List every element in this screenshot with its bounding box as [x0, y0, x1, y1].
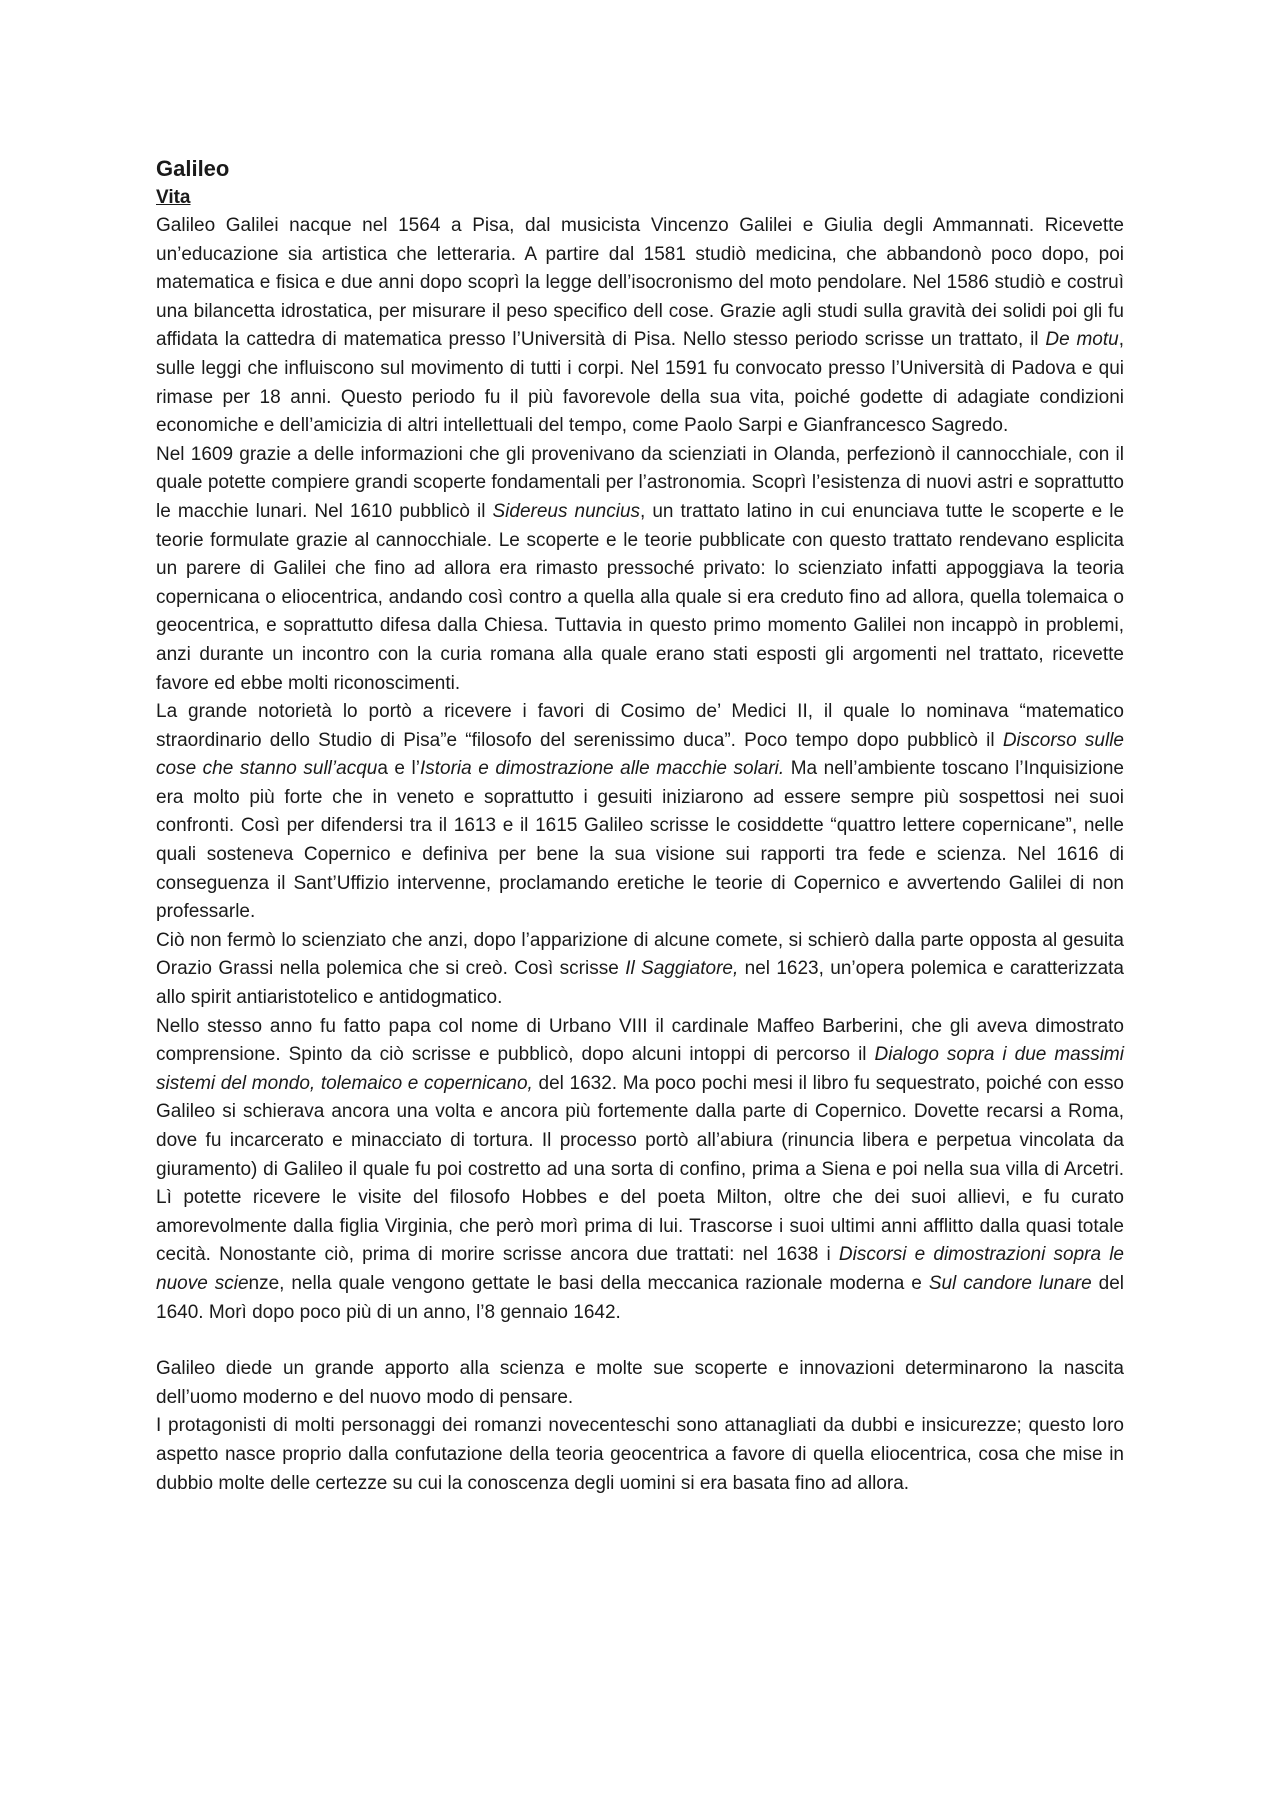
text-run: nel 1623, un’opera polemica e caratterizzata allo spirit antiaristotelico e antidogmatico. [156, 958, 1124, 1009]
italic-title-run: Dialogo sopra i due massimi sistemi del mondo, tolemaico e copernicano, [156, 1044, 1124, 1094]
section-heading-vita: Vita [156, 187, 191, 208]
document-body [156, 154, 1124, 1498]
text-run: Nel 1609 grazie a delle informazioni che gli provenivano da scienziati in Olanda, perfezionò il cannocchiale, con il quale potette compiere grandi scoperte fondamentali per l’astronomia. Scoprì l’esistenza di nuovi astri e soprattutto le macchie lunari. Nel 1610 pubblicò il [156, 443, 1124, 522]
italic-title-run: Istoria e dimostrazione alle macchie solari. [419, 758, 785, 780]
closing-paragraphs [156, 1355, 1124, 1498]
italic-title-run: Sidereus nuncius [492, 500, 641, 522]
text-run: Galileo diede un grande apporto alla scienza e molte sue scoperte e innovazioni determinarono la nascita dell’uomo moderno e del nuovo modo di pensare. [156, 1358, 1124, 1408]
paragraph [156, 212, 1124, 441]
paragraph [156, 441, 1124, 698]
text-run: , sulle leggi che influiscono sul movimento di tutti i corpi. Nel 1591 fu convocato presso l’Università di Padova e qui rimase per 18 anni. Questo periodo fu il più favorevole della sua vita, poiché godette di adagiate condizioni economiche e dell’amicizia di altri intellettuali del tempo, come Paolo Sarpi e Gianfrancesco Sagredo. [156, 329, 1124, 437]
text-run: , un trattato latino in cui enunciava tutte le scoperte e le teorie formulate grazie al cannocchiale. Le scoperte e le teorie pubblicate con questo trattato rendevano esplicita un parere di Galilei che fino ad allora era rimasto pressoché privato: lo scienziato infatti appoggiava la teoria copernicana o eliocentrica, andando così contro a quella alla quale si era creduto fino ad allora, quella tolemaica o geocentrica, e soprattutto difesa dalla Chiesa. Tuttavia in questo primo momento Galilei non incappò in problemi, anzi durante un incontro con la curia romana alla quale erano stati esposti gli argomenti nel trattato, ricevette favore ed ebbe molti riconoscimenti. [156, 500, 1125, 694]
text-run: Ciò non fermò lo scienziato che anzi, dopo l’apparizione di alcune comete, si schierò dalla parte opposta al gesuita Orazio Grassi nella polemica che si creò. Così scrisse [156, 929, 1124, 980]
paragraph-spacer [156, 1327, 1124, 1355]
text-run: La grande notorietà lo portò a ricevere i favori di Cosimo de’ Medici II, il quale lo nominava “matematico straordinario dello Studio di Pisa”e “filosofo del serenissimo duca”. Poco tempo dopo pubblicò il [156, 701, 1124, 751]
text-run: Ma nell’ambiente toscano l’Inquisizione era molto più forte che in veneto e soprattutto i gesuiti iniziarono ad essere sempre più sospettosi nei suoi confronti. Così per difendersi tra il 1613 e il 1615 Galileo scrisse le cosiddette “quattro lettere copernicane”, nelle quali sosteneva Copernico e definiva per bene la sua visione sui rapporti tra fede e scienza. Nel 1616 di conseguenza il Sant’Uffizio intervenne, proclamando eretiche le teorie di Copernico e avvertendo Galilei di non professarle. [156, 758, 1124, 923]
italic-title-run: Discorso sulle cose che stanno sull’acqu [156, 729, 1124, 780]
document-title: Galileo [156, 156, 230, 181]
text-run: del 1632. Ma poco pochi mesi il libro fu sequestrato, poiché con esso Galileo si schierava ancora una volta e ancora più fortemente dalla parte di Copernico. Dovette recarsi a Roma, dove fu incarcerato e minacciato di tortura. Il processo portò all’abiura (rinuncia libera e perpetua vincolata da giuramento) di Galileo il quale fu poi costretto ad una sorta di confino, prima a Siena e poi nella sua villa di Arcetri. Lì potette ricevere le visite del filosofo Hobbes e del poeta Milton, oltre che dei suoi allievi, e fu curato amorevolmente dalla figlia Virginia, che però morì prima di lui. Trascorse i suoi ultimi anni afflitto dalla quasi totale cecità. Nonostante ciò, prima di morire scrisse ancora due trattati: nel 1638 i [156, 1072, 1125, 1266]
paragraph [156, 927, 1124, 1013]
italic-title-run: Sul candore lunare [928, 1272, 1092, 1294]
paragraph [156, 698, 1124, 927]
text-run: a e l’ [377, 758, 420, 780]
paragraph [156, 1013, 1124, 1328]
text-run: Nello stesso anno fu fatto papa col nome di Urbano VIII il cardinale Maffeo Barberini, che gli aveva dimostrato comprensione. Spinto da ciò scrisse e pubblicò, dopo alcuni intoppi di percorso il [156, 1015, 1124, 1066]
main-paragraphs [156, 212, 1124, 1327]
italic-title-run: Il Saggiatore, [625, 958, 739, 980]
text-run: I protagonisti di molti personaggi dei romanzi novecenteschi sono attanagliati da dubbi e insicurezze; questo loro aspetto nasce proprio dalla confutazione della teoria geocentrica a favore di quella eliocentrica, cosa che mise in dubbio molte delle certezze su cui la conoscenza degli uomini si era basata fino ad allora. [156, 1415, 1124, 1494]
italic-title-run: Discorsi e dimostrazioni sopra le nuove scie [156, 1244, 1124, 1294]
paragraph [156, 1412, 1124, 1498]
text-run: del 1640. Morì dopo poco più di un anno, l’8 gennaio 1642. [156, 1272, 1124, 1323]
italic-title-run: De motu [1045, 329, 1119, 351]
paragraph [156, 1355, 1124, 1412]
text-run: Galileo Galilei nacque nel 1564 a Pisa, dal musicista Vincenzo Galilei e Giulia degli Ammannati. Ricevette un’educazione sia artistica che letteraria. A partire dal 1581 studiò medicina, che abbandonò poco dopo, poi matematica e fisica e due anni dopo scoprì la legge dell’isocronismo del moto pendolare. Nel 1586 studiò e costruì una bilancetta idrostatica, per misurare il peso specifico dell cose. Grazie agli studi sulla gravità dei solidi poi gli fu affidata la cattedra di matematica presso l’Università di Pisa. Nello stesso periodo scrisse un trattato, il [156, 215, 1124, 351]
text-run: nze, nella quale vengono gettate le basi della meccanica razionale moderna e [248, 1272, 929, 1294]
